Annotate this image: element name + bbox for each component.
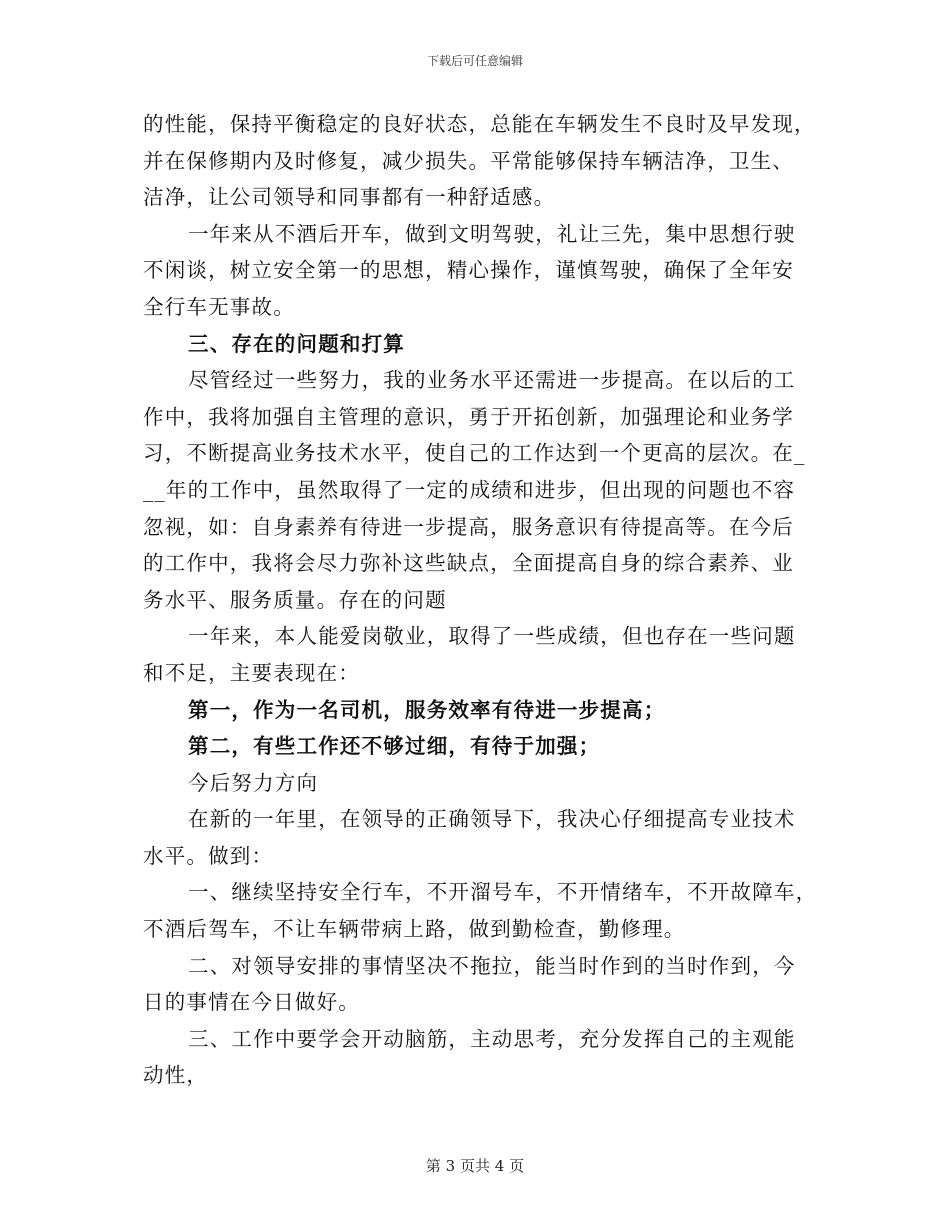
text-line: 作中，我将加强自主管理的意识，勇于开拓创新，加强理论和业务学 (143, 404, 794, 429)
text-line: 一年来从不酒后开车，做到文明驾驶，礼让三先，集中思想行驶 (188, 221, 796, 246)
text-line: 习，不断提高业务技术水平，使自己的工作达到一个更高的层次。在_ (143, 441, 806, 466)
text-line: 动性， (143, 1063, 209, 1088)
text-line: 并在保修期内及时修复，减少损失。平常能够保持车辆洁净，卫生、 (143, 148, 794, 173)
bold-point: 第二，有些工作还不够过细，有待于加强； (188, 734, 601, 759)
bold-point: 第一，作为一名司机，服务效率有待进一步提高； (188, 697, 666, 722)
text-line: 不闲谈，树立安全第一的思想，精心操作，谨慎驾驶，确保了全年安 (143, 258, 794, 283)
text-line: 一年来，本人能爱岗敬业，取得了一些成绩，但也存在一些问题 (188, 624, 796, 649)
text-line: 的工作中，我将会尽力弥补这些缺点，全面提高自身的综合素养、业 (143, 551, 794, 576)
text-line: 今后努力方向 (188, 770, 319, 795)
section-heading: 三、存在的问题和打算 (188, 331, 405, 356)
text-line: 二、对领导安排的事情坚决不拖拉，能当时作到的当时作到，今 (188, 953, 796, 978)
text-line: 日的事情在今日做好。 (143, 990, 360, 1015)
text-line: 尽管经过一些努力，我的业务水平还需进一步提高。在以后的工 (188, 368, 796, 393)
text-line: 忽视，如：自身素养有待进一步提高，服务意识有待提高等。在今后 (143, 514, 794, 539)
text-line: 洁净，让公司领导和同事都有一种舒适感。 (143, 185, 556, 210)
page-header: 下载后可任意编辑 (426, 54, 523, 68)
text-line: 在新的一年里，在领导的正确领导下，我决心仔细提高专业技术 (188, 807, 796, 832)
text-line: 三、工作中要学会开动脑筋，主动思考，充分发挥自己的主观能 (188, 1026, 796, 1051)
text-line: 全行车无事故。 (143, 294, 295, 319)
text-line: 水平。做到： (143, 843, 274, 868)
text-line: 和不足，主要表现在： (143, 660, 360, 685)
document-body (143, 106, 818, 1094)
text-line: 的性能，保持平衡稳定的良好状态，总能在车辆发生不良时及早发现， (143, 112, 816, 136)
text-line: 务水平、服务质量。存在的问题 (143, 587, 447, 612)
text-line: 一、继续坚持安全行车，不开溜号车，不开情绪车，不开故障车， (188, 880, 818, 905)
text-line: __年的工作中，虽然取得了一定的成绩和进步，但出现的问题也不容 (143, 477, 796, 502)
page-footer: 第 3 页共 4 页 (425, 1157, 525, 1175)
text-line: 不酒后驾车，不让车辆带病上路，做到勤检查，勤修理。 (143, 917, 686, 942)
